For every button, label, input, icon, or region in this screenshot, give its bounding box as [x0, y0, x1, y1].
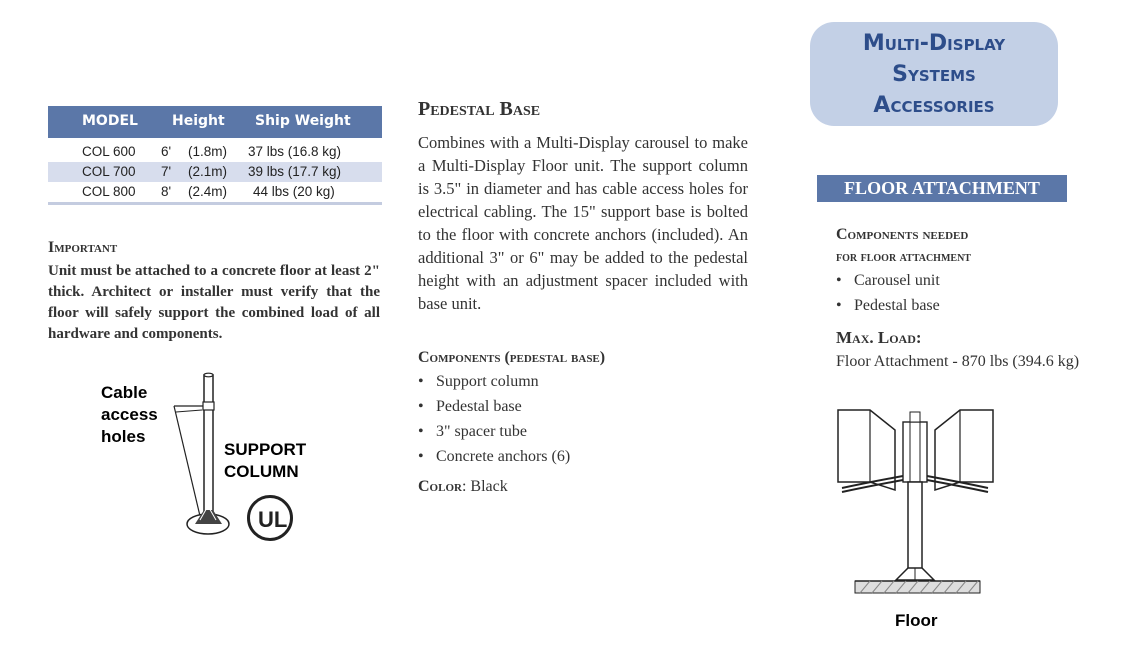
title-line: Multi-Display	[862, 31, 1006, 56]
cable-label-line: holes	[101, 427, 146, 446]
cable-label-line: access	[101, 405, 158, 424]
color-value: : Black	[461, 478, 508, 495]
header-height: Height	[172, 113, 225, 129]
title-line: Accessories	[873, 93, 995, 118]
color-line	[418, 478, 508, 496]
cell-height-ft: 7'	[161, 164, 172, 179]
components-list	[418, 369, 570, 469]
cell-weight: 39 lbs (17.7 kg)	[248, 164, 342, 179]
list-item: • Carousel unit	[836, 268, 940, 293]
floor-label: Floor	[895, 611, 938, 630]
components-title: Components (pedestal base)	[418, 349, 606, 366]
cell-height-m: (2.4m)	[188, 184, 228, 199]
color-label: Color	[418, 478, 462, 495]
cable-label-line: Cable	[101, 383, 148, 402]
table-row	[48, 142, 382, 162]
cell-model: COL 800	[82, 184, 136, 199]
important-title: Important	[48, 239, 118, 256]
cell-height-ft: 6'	[161, 144, 172, 159]
cell-height-m: (1.8m)	[188, 144, 228, 159]
list-item: • Support column	[418, 369, 570, 394]
components-needed-list	[836, 268, 940, 318]
cell-height-m: (2.1m)	[188, 164, 228, 179]
header-model: MODEL	[82, 113, 138, 129]
components-needed-title: Components needed	[836, 226, 969, 243]
header-ship-weight: Ship Weight	[255, 113, 351, 129]
list-item: • 3" spacer tube	[418, 419, 570, 444]
components-needed-subtitle: for floor attachment	[836, 250, 971, 265]
list-item: • Pedestal base	[418, 394, 570, 419]
support-label-line: COLUMN	[224, 462, 299, 481]
pedestal-base-title: Pedestal Base	[418, 98, 541, 120]
list-item: • Concrete anchors (6)	[418, 444, 570, 469]
max-load-title: Max. Load:	[836, 328, 922, 347]
table-footer-rule	[48, 202, 382, 205]
pedestal-base-body: Combines with a Multi-Display carousel to make a Multi-Display Floor unit. The support column is 3.5" in diameter and has cable access holes for electrical cabling. The 15" support base is bolted to the floor with concrete anchors (included). An additional 3" or 6" may be added to the pedestal height with an adjustment spacer included with base unit.	[418, 133, 748, 313]
ul-listing-icon	[246, 494, 294, 542]
list-item: • Pedestal base	[836, 293, 940, 318]
max-load-value: Floor Attachment - 870 lbs (394.6 kg)	[836, 353, 1080, 370]
spec-table	[48, 106, 382, 205]
cell-model: COL 700	[82, 164, 136, 179]
title-line: Systems	[892, 62, 976, 87]
support-label-line: SUPPORT	[224, 440, 307, 459]
ul-mark-text: UL	[258, 507, 288, 532]
spec-table-header	[48, 106, 382, 138]
important-body: Unit must be attached to a concrete floor at least 2" thick. Architect or installer must verify that the floor will safely support the combined load of all hardware and components.	[48, 263, 380, 342]
floor-attachment-banner: FLOOR ATTACHMENT	[817, 175, 1067, 202]
cell-weight: 44 lbs (20 kg)	[253, 184, 335, 199]
floor-unit-diagram	[830, 400, 1005, 605]
table-row	[48, 162, 382, 182]
cell-weight: 37 lbs (16.8 kg)	[248, 144, 342, 159]
section-title-box	[810, 22, 1058, 126]
cell-height-ft: 8'	[161, 184, 172, 199]
cell-model: COL 600	[82, 144, 136, 159]
cable-access-label	[101, 382, 158, 448]
table-row	[48, 182, 382, 202]
